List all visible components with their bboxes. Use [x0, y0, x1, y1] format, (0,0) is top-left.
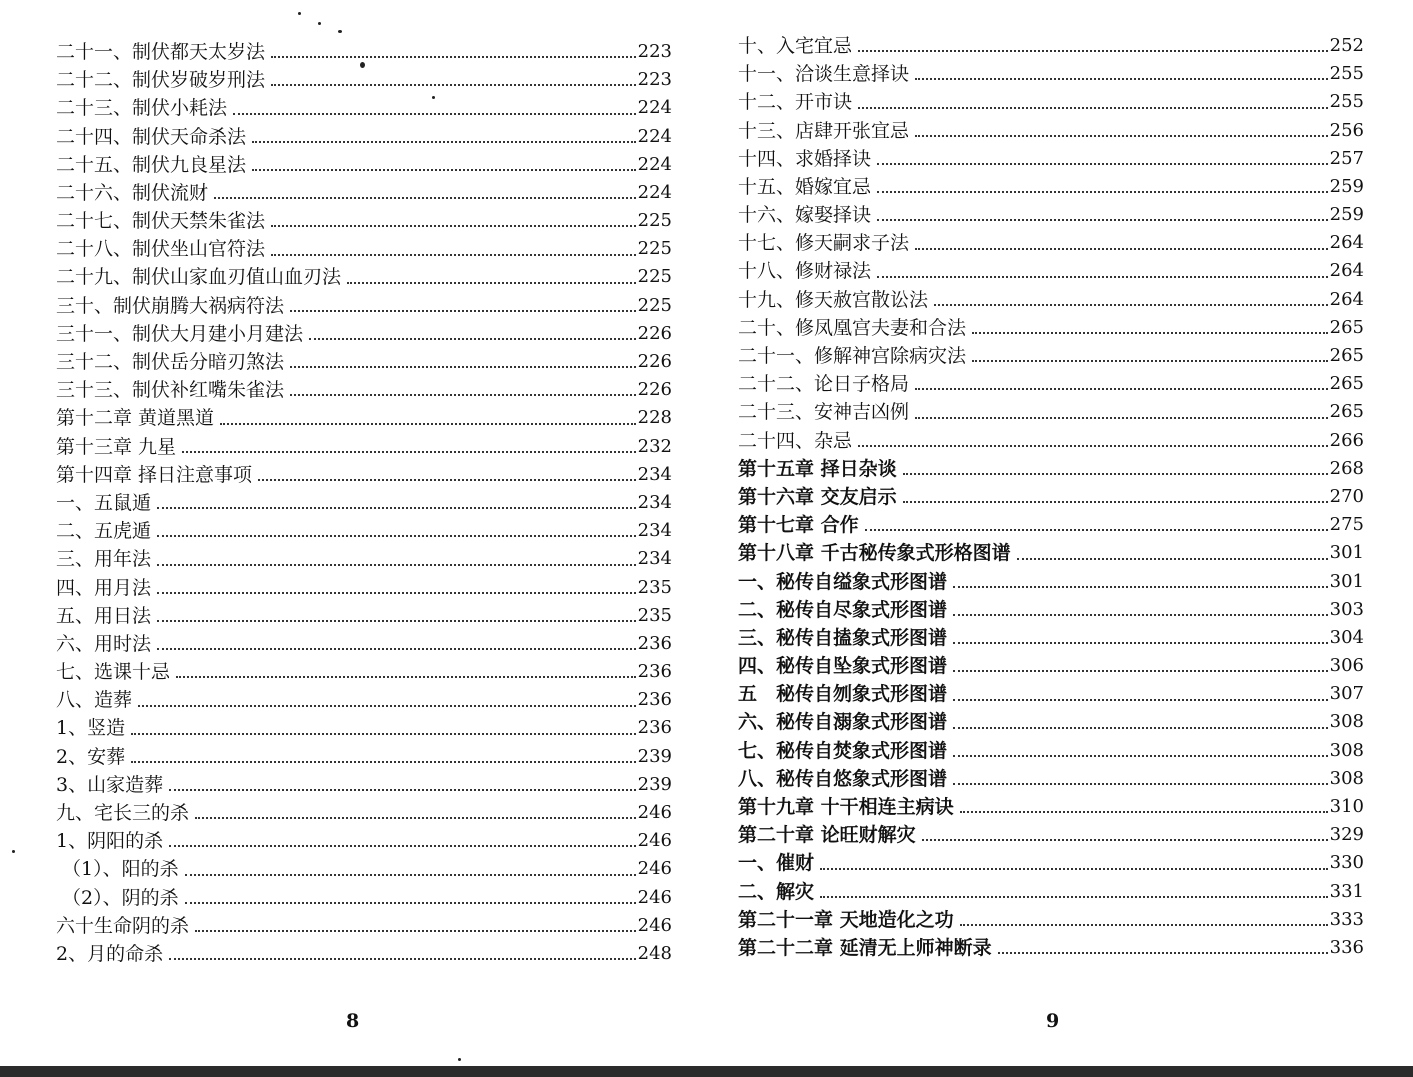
- toc-entry-title: 十八、修财禄法: [738, 260, 872, 283]
- toc-entry-title: 二十九、制伏山家血刃值山血刃法: [56, 266, 342, 289]
- toc-entry: [738, 60, 1364, 88]
- toc-entry-title: 十五、婚嫁宜忌: [738, 175, 872, 198]
- dot-leader: [915, 247, 1328, 250]
- toc-entry-title: 第十七章 合作: [738, 514, 859, 537]
- scan-speck: [360, 62, 365, 68]
- toc-entry-title: 二十四、杂忌: [738, 429, 853, 452]
- toc-entry-page: 270: [1329, 485, 1364, 507]
- toc-entry-page: 264: [1329, 288, 1364, 310]
- toc-entry-title: 一、秘传自缢象式形图谱: [738, 570, 948, 593]
- toc-entry: [56, 940, 672, 968]
- toc-entry-title: 第二十二章 延清无上师神断录: [738, 936, 992, 959]
- dot-leader: [998, 951, 1328, 954]
- dot-leader: [169, 844, 636, 847]
- toc-entry-page: 265: [1329, 373, 1364, 395]
- toc-entry-page: 248: [637, 942, 672, 964]
- toc-entry-title: 二、五虎遁: [56, 520, 152, 543]
- toc-entry: [56, 433, 672, 461]
- toc-entry-title: 十、入宅宜忌: [738, 34, 853, 57]
- toc-entry: [56, 743, 672, 771]
- toc-entry-page: 308: [1329, 767, 1364, 789]
- toc-entry-title: 二十一、制伏都天太岁法: [56, 40, 266, 63]
- toc-entry: [56, 461, 672, 489]
- toc-entry-page: 331: [1329, 880, 1364, 902]
- toc-entry-page: 308: [1329, 739, 1364, 761]
- toc-entry-page: 225: [637, 210, 672, 232]
- toc-entry-title: 2、安葬: [56, 745, 126, 768]
- dot-leader: [157, 647, 636, 650]
- toc-entry: [56, 827, 672, 855]
- toc-entry-title: 二十三、制伏小耗法: [56, 97, 228, 120]
- toc-entry: [56, 771, 672, 799]
- dot-leader: [1017, 557, 1328, 560]
- toc-entry: [738, 568, 1364, 596]
- toc-entry-title: 第十二章 黄道黑道: [56, 407, 215, 430]
- toc-entry: [738, 258, 1364, 286]
- toc-entry: [738, 32, 1364, 60]
- dot-leader: [858, 444, 1328, 447]
- toc-entry-title: （2）、阴的杀: [62, 886, 179, 909]
- toc-entry-title: 三十一、制伏大月建小月建法: [56, 322, 304, 345]
- toc-entry: [738, 286, 1364, 314]
- dot-leader: [157, 619, 636, 622]
- toc-entry-title: 3、山家造葬: [56, 773, 164, 796]
- toc-entry-title: 十二、开市诀: [738, 91, 853, 114]
- scan-speck: [318, 22, 321, 25]
- toc-entry: [738, 201, 1364, 229]
- toc-entry: [56, 658, 672, 686]
- toc-entry: [738, 342, 1364, 370]
- toc-entry: [738, 821, 1364, 849]
- dot-leader: [858, 106, 1328, 109]
- toc-entry-page: 226: [637, 351, 672, 373]
- dot-leader: [176, 675, 636, 678]
- toc-entry: [56, 151, 672, 179]
- toc-entry-page: 266: [1329, 429, 1364, 451]
- toc-entry: [56, 912, 672, 940]
- scan-speck: [432, 96, 435, 99]
- toc-entry-title: 二十六、制伏流财: [56, 181, 209, 204]
- dot-leader: [157, 506, 636, 509]
- toc-entry-page: 265: [1329, 401, 1364, 423]
- toc-entry-page: 236: [637, 661, 672, 683]
- toc-entry-title: 二十七、制伏天禁朱雀法: [56, 210, 266, 233]
- toc-entry-page: 234: [637, 463, 672, 485]
- dot-leader: [953, 669, 1328, 672]
- toc-entry-title: 1、阴阳的杀: [56, 830, 164, 853]
- toc-entry: [738, 314, 1364, 342]
- toc-entry-page: 255: [1329, 63, 1364, 85]
- toc-entry: [738, 427, 1364, 455]
- toc-entry: [56, 517, 672, 545]
- toc-entry-page: 226: [637, 322, 672, 344]
- table-of-contents-right: [738, 32, 1364, 962]
- toc-entry: [56, 264, 672, 292]
- toc-entry-page: 234: [637, 491, 672, 513]
- toc-entry: [56, 602, 672, 630]
- toc-entry-page: 304: [1329, 626, 1364, 648]
- dot-leader: [877, 162, 1328, 165]
- toc-entry: [56, 574, 672, 602]
- toc-entry-title: 三十二、制伏岳分暗刃煞法: [56, 351, 285, 374]
- toc-entry: [738, 934, 1364, 962]
- toc-entry: [56, 207, 672, 235]
- toc-entry-page: 232: [637, 435, 672, 457]
- toc-entry: [738, 370, 1364, 398]
- toc-entry: [738, 229, 1364, 257]
- dot-leader: [157, 563, 636, 566]
- toc-entry-title: 三、秘传自搕象式形图谱: [738, 626, 948, 649]
- dot-leader: [903, 500, 1328, 503]
- toc-entry-title: 三十三、制伏补红嘴朱雀法: [56, 379, 285, 402]
- toc-entry-page: 303: [1329, 598, 1364, 620]
- toc-entry-title: 五、用日法: [56, 604, 152, 627]
- toc-entry-page: 225: [637, 266, 672, 288]
- toc-entry-title: 第十六章 交友启示: [738, 485, 897, 508]
- toc-entry-title: 二十五、制伏九良星法: [56, 153, 247, 176]
- toc-entry-title: 第十四章 择日注意事项: [56, 463, 253, 486]
- toc-entry-page: 246: [637, 914, 672, 936]
- toc-entry-page: 224: [637, 181, 672, 203]
- dot-leader: [138, 704, 636, 707]
- dot-leader: [290, 309, 636, 312]
- toc-entry: [738, 849, 1364, 877]
- dot-leader: [877, 218, 1328, 221]
- dot-leader: [972, 331, 1328, 334]
- toc-entry: [56, 235, 672, 263]
- dot-leader: [820, 895, 1328, 898]
- dot-leader: [877, 190, 1328, 193]
- toc-entry-page: 301: [1329, 570, 1364, 592]
- toc-entry-page: 226: [637, 379, 672, 401]
- toc-entry-title: 二十、修凤凰宫夫妻和合法: [738, 316, 967, 339]
- toc-entry-page: 255: [1329, 91, 1364, 113]
- dot-leader: [195, 929, 636, 932]
- dot-leader: [960, 810, 1328, 813]
- toc-entry: [738, 145, 1364, 173]
- dot-leader: [290, 393, 636, 396]
- toc-entry: [56, 66, 672, 94]
- toc-entry-page: 235: [637, 604, 672, 626]
- toc-entry-title: 七、选课十忌: [56, 661, 171, 684]
- toc-entry-page: 225: [637, 294, 672, 316]
- toc-entry-page: 234: [637, 520, 672, 542]
- toc-entry-page: 224: [637, 97, 672, 119]
- toc-entry-page: 236: [637, 717, 672, 739]
- toc-entry-title: 五 秘传自刎象式形图谱: [738, 683, 948, 706]
- toc-entry-page: 329: [1329, 824, 1364, 846]
- table-of-contents-left: [56, 38, 672, 968]
- toc-entry-title: 九、宅长三的杀: [56, 802, 190, 825]
- toc-entry-title: 六十生命阴的杀: [56, 914, 190, 937]
- toc-entry: [56, 404, 672, 432]
- toc-entry-title: 十一、洽谈生意择诀: [738, 63, 910, 86]
- toc-entry-page: 246: [637, 830, 672, 852]
- dot-leader: [271, 224, 636, 227]
- toc-entry-title: 二十四、制伏天命杀法: [56, 125, 247, 148]
- toc-entry: [738, 455, 1364, 483]
- toc-entry: [738, 88, 1364, 116]
- dot-leader: [347, 281, 636, 284]
- toc-entry: [738, 596, 1364, 624]
- dot-leader: [220, 422, 636, 425]
- toc-entry-title: 第十八章 千古秘传象式形格图谱: [738, 542, 1011, 565]
- toc-entry-title: 八、秘传自悠象式形图谱: [738, 767, 948, 790]
- left-page: [0, 0, 706, 1060]
- toc-entry-page: 257: [1329, 147, 1364, 169]
- toc-entry: [738, 117, 1364, 145]
- toc-entry-page: 336: [1329, 936, 1364, 958]
- dot-leader: [915, 134, 1328, 137]
- toc-entry-page: 310: [1329, 796, 1364, 818]
- toc-entry-page: 301: [1329, 542, 1364, 564]
- toc-entry-title: 二十一、修解神宫除病灾法: [738, 345, 967, 368]
- dot-leader: [877, 275, 1328, 278]
- toc-entry: [56, 855, 672, 883]
- dot-leader: [195, 816, 636, 819]
- toc-entry-title: （1）、阳的杀: [62, 858, 179, 881]
- toc-entry-title: 2、月的命杀: [56, 942, 164, 965]
- toc-entry-page: 308: [1329, 711, 1364, 733]
- dot-leader: [820, 867, 1328, 870]
- dot-leader: [157, 591, 636, 594]
- scan-speck: [338, 30, 342, 33]
- dot-leader: [915, 77, 1328, 80]
- dot-leader: [185, 901, 636, 904]
- toc-entry-page: 225: [637, 238, 672, 260]
- toc-entry-title: 六、用时法: [56, 632, 152, 655]
- toc-entry-page: 265: [1329, 345, 1364, 367]
- toc-entry-title: 十三、店肆开张宜忌: [738, 119, 910, 142]
- scan-speck: [458, 1058, 461, 1061]
- toc-entry: [738, 483, 1364, 511]
- toc-entry-title: 十六、嫁娶择诀: [738, 204, 872, 227]
- toc-entry-title: 1、竖造: [56, 717, 126, 740]
- toc-entry: [56, 545, 672, 573]
- scan-speck: [12, 850, 15, 853]
- toc-entry: [56, 376, 672, 404]
- toc-entry-page: 256: [1329, 119, 1364, 141]
- toc-entry: [738, 398, 1364, 426]
- dot-leader: [271, 55, 636, 58]
- toc-entry-page: 264: [1329, 232, 1364, 254]
- toc-entry: [738, 737, 1364, 765]
- page-number-right: 9: [1046, 1010, 1060, 1032]
- toc-entry-title: 三十、制伏崩腾大祸病符法: [56, 294, 285, 317]
- dot-leader: [214, 196, 636, 199]
- dot-leader: [131, 760, 636, 763]
- toc-entry: [738, 765, 1364, 793]
- toc-entry-page: 268: [1329, 457, 1364, 479]
- toc-entry-page: 246: [637, 886, 672, 908]
- toc-entry-title: 二十二、论日子格局: [738, 373, 910, 396]
- toc-entry-title: 二十八、制伏坐山官符法: [56, 238, 266, 261]
- toc-entry-title: 七、秘传自焚象式形图谱: [738, 739, 948, 762]
- toc-entry-page: 236: [637, 632, 672, 654]
- toc-entry: [56, 179, 672, 207]
- dot-leader: [290, 365, 636, 368]
- toc-entry: [56, 94, 672, 122]
- toc-entry-page: 307: [1329, 683, 1364, 705]
- dot-leader: [972, 359, 1328, 362]
- toc-entry: [56, 489, 672, 517]
- scan-bottom-edge: [0, 1066, 1413, 1077]
- toc-entry: [738, 511, 1364, 539]
- toc-entry-title: 二、解灾: [738, 880, 815, 903]
- toc-entry-title: 二十二、制伏岁破岁刑法: [56, 69, 266, 92]
- toc-entry-page: 275: [1329, 514, 1364, 536]
- toc-entry-title: 十七、修天嗣求子法: [738, 232, 910, 255]
- toc-entry: [738, 680, 1364, 708]
- toc-entry-page: 264: [1329, 260, 1364, 282]
- toc-entry-page: 259: [1329, 204, 1364, 226]
- toc-entry-page: 246: [637, 858, 672, 880]
- toc-entry-page: 236: [637, 689, 672, 711]
- toc-entry-page: 223: [637, 40, 672, 62]
- toc-entry: [56, 884, 672, 912]
- toc-entry: [738, 652, 1364, 680]
- toc-entry-title: 十四、求婚择诀: [738, 147, 872, 170]
- toc-entry-page: 306: [1329, 655, 1364, 677]
- toc-entry-title: 二十三、安神吉凶例: [738, 401, 910, 424]
- toc-entry-page: 224: [637, 125, 672, 147]
- dot-leader: [169, 957, 636, 960]
- toc-entry-page: 239: [637, 745, 672, 767]
- dot-leader: [233, 112, 636, 115]
- dot-leader: [271, 253, 636, 256]
- page-number-left: 8: [346, 1010, 360, 1032]
- toc-entry: [738, 539, 1364, 567]
- toc-entry-page: 223: [637, 69, 672, 91]
- toc-entry: [56, 630, 672, 658]
- dot-leader: [934, 303, 1328, 306]
- toc-entry-title: 四、秘传自坠象式形图谱: [738, 655, 948, 678]
- dot-leader: [922, 838, 1328, 841]
- dot-leader: [903, 472, 1328, 475]
- toc-entry-title: 四、用月法: [56, 576, 152, 599]
- toc-entry-page: 224: [637, 153, 672, 175]
- dot-leader: [157, 534, 636, 537]
- toc-entry-page: 246: [637, 802, 672, 824]
- toc-entry: [56, 292, 672, 320]
- dot-leader: [271, 83, 636, 86]
- dot-leader: [182, 450, 636, 453]
- toc-entry-title: 第二十章 论旺财解灾: [738, 824, 916, 847]
- toc-entry-title: 第十三章 九星: [56, 435, 177, 458]
- toc-entry: [56, 715, 672, 743]
- toc-entry-page: 235: [637, 576, 672, 598]
- dot-leader: [953, 726, 1328, 729]
- dot-leader: [953, 698, 1328, 701]
- toc-entry: [738, 906, 1364, 934]
- toc-entry-page: 330: [1329, 852, 1364, 874]
- dot-leader: [252, 140, 636, 143]
- toc-entry-title: 第二十一章 天地造化之功: [738, 908, 954, 931]
- scan-speck: [298, 12, 301, 15]
- toc-entry: [56, 320, 672, 348]
- toc-entry-title: 一、催财: [738, 852, 815, 875]
- toc-entry: [738, 624, 1364, 652]
- toc-entry: [56, 348, 672, 376]
- toc-entry-title: 第十九章 十干相连主病诀: [738, 796, 954, 819]
- toc-entry-page: 259: [1329, 175, 1364, 197]
- dot-leader: [258, 478, 636, 481]
- dot-leader: [953, 613, 1328, 616]
- dot-leader: [865, 528, 1328, 531]
- dot-leader: [185, 873, 636, 876]
- toc-entry: [738, 878, 1364, 906]
- toc-entry-title: 二、秘传自尽象式形图谱: [738, 598, 948, 621]
- toc-entry: [56, 799, 672, 827]
- dot-leader: [131, 732, 636, 735]
- toc-entry-page: 265: [1329, 316, 1364, 338]
- toc-entry-title: 十九、修天赦宫散讼法: [738, 288, 929, 311]
- toc-entry: [56, 686, 672, 714]
- toc-entry: [738, 173, 1364, 201]
- dot-leader: [169, 788, 636, 791]
- right-page: [706, 0, 1413, 1060]
- toc-entry-page: 333: [1329, 908, 1364, 930]
- toc-entry-title: 六、秘传自溺象式形图谱: [738, 711, 948, 734]
- toc-entry: [738, 709, 1364, 737]
- dot-leader: [915, 387, 1328, 390]
- dot-leader: [953, 585, 1328, 588]
- dot-leader: [252, 168, 636, 171]
- toc-entry-page: 252: [1329, 34, 1364, 56]
- dot-leader: [953, 641, 1328, 644]
- dot-leader: [960, 923, 1328, 926]
- toc-entry-title: 一、五鼠遁: [56, 491, 152, 514]
- toc-entry-page: 234: [637, 548, 672, 570]
- toc-entry-page: 239: [637, 773, 672, 795]
- dot-leader: [858, 49, 1328, 52]
- toc-entry: [738, 793, 1364, 821]
- dot-leader: [953, 754, 1328, 757]
- dot-leader: [915, 416, 1328, 419]
- toc-entry-title: 三、用年法: [56, 548, 152, 571]
- toc-entry-page: 228: [637, 407, 672, 429]
- toc-entry: [56, 123, 672, 151]
- toc-entry-title: 第十五章 择日杂谈: [738, 457, 897, 480]
- toc-entry-title: 八、造葬: [56, 689, 133, 712]
- dot-leader: [953, 782, 1328, 785]
- dot-leader: [309, 337, 636, 340]
